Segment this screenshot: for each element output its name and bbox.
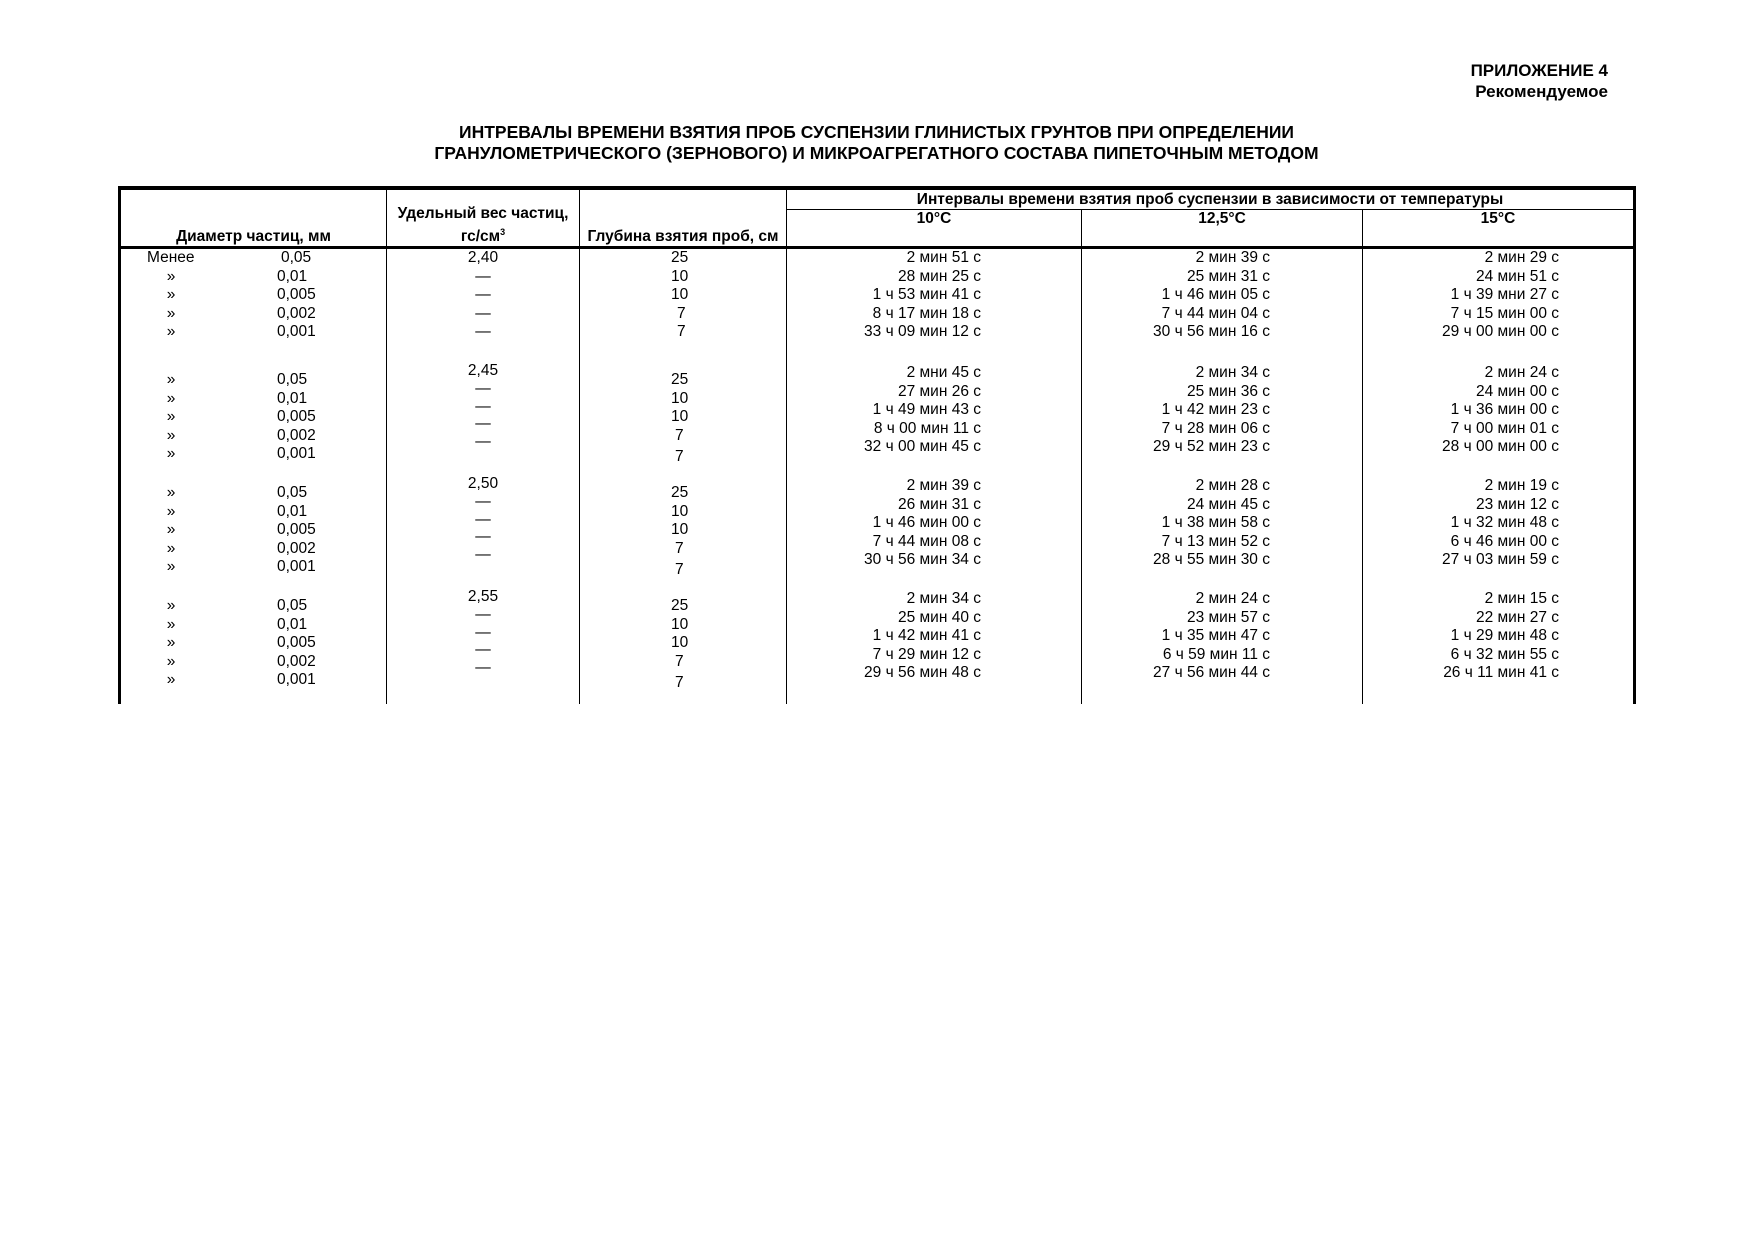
interval-value: 30 ч 56 мин 34 с	[864, 551, 981, 569]
specific-weight-value: 2,50	[467, 475, 499, 492]
depth-value: 25	[671, 484, 689, 501]
ditto-mark: »	[166, 323, 176, 341]
interval-value: 7 ч 13 мин 52 с	[1161, 532, 1270, 550]
title-line-2: ГРАНУЛОМЕТРИЧЕСКОГО (ЗЕРНОВОГО) И МИКРОАГРЕГАТНОГО СОСТАВА ПИПЕТОЧНЫМ МЕТОДОМ	[434, 143, 1319, 163]
depth-value: 10	[671, 389, 689, 407]
dash-mark: —	[475, 658, 491, 676]
interval-value: 1 ч 39 мни 27 с	[1450, 286, 1559, 304]
interval-value: 26 ч 11 мин 41 с	[1443, 664, 1559, 682]
depth-value: 7	[675, 539, 684, 557]
interval-10c-cell	[787, 588, 1082, 704]
diameter-value: 0,002	[277, 304, 316, 322]
ditto-mark: »	[166, 389, 176, 407]
diameter-value: 0,05	[277, 597, 308, 614]
table-body	[120, 248, 1635, 705]
interval-value: 1 ч 53 мин 41 с	[872, 286, 981, 304]
interval-12-5c-cell	[1082, 362, 1363, 475]
table-header	[120, 188, 1635, 248]
interval-value: 24 мин 00 с	[1475, 382, 1559, 400]
depth-value: 25	[671, 371, 689, 388]
interval-10c-cell	[787, 248, 1082, 363]
diameter-value: 0,001	[277, 671, 316, 689]
diameter-cell	[120, 248, 387, 363]
interval-value: 26 мин 31 с	[897, 495, 981, 513]
specific-weight-cell	[387, 475, 580, 588]
diameter-value: 0,01	[277, 615, 308, 633]
interval-value: 28 мин 25 с	[897, 267, 981, 285]
ditto-mark: »	[166, 502, 176, 520]
header-intervals: Интервалы времени взятия проб суспензии в зависимости от температуры	[787, 188, 1635, 210]
ditto-mark: »	[166, 484, 176, 501]
diameter-value: 0,01	[277, 267, 308, 285]
interval-value: 1 ч 42 мин 23 с	[1161, 401, 1270, 419]
interval-value: 32 ч 00 мин 45 с	[864, 438, 981, 456]
specific-weight-cell	[387, 588, 580, 704]
table-row	[120, 248, 1635, 363]
header-depth: Глубина взятия проб, см	[580, 188, 787, 248]
interval-value: 25 мин 40 с	[897, 608, 981, 626]
ditto-mark: »	[166, 286, 176, 304]
specific-weight-value: 2,55	[467, 588, 499, 605]
diameter-value: 0,005	[277, 634, 316, 652]
depth-value: 10	[671, 502, 689, 520]
interval-12-5c-cell	[1082, 248, 1363, 363]
interval-value: 2 мин 19 с	[1484, 477, 1559, 494]
depth-value: 7	[675, 426, 684, 444]
interval-10c-cell	[787, 475, 1082, 588]
interval-value: 1 ч 42 мин 41 с	[872, 627, 981, 645]
interval-15c-cell	[1363, 475, 1635, 588]
interval-12-5c-cell	[1082, 588, 1363, 704]
interval-value: 1 ч 38 мин 58 с	[1161, 514, 1270, 532]
table-row	[120, 475, 1635, 588]
header-specific-weight: Удельный вес частиц, $гс/см^3$	[387, 188, 580, 248]
interval-value: 25 мин 31 с	[1186, 267, 1270, 285]
specific-weight-value: 2,45	[467, 362, 499, 379]
ditto-mark: »	[166, 371, 176, 388]
interval-value: 27 мин 26 с	[897, 382, 981, 400]
interval-value: 1 ч 29 мин 48 с	[1450, 627, 1559, 645]
sampling-intervals-table	[118, 186, 1636, 704]
interval-value: 2 мин 51 с	[906, 249, 981, 266]
diameter-value: 0,001	[277, 445, 316, 463]
ditto-mark: »	[166, 615, 176, 633]
interval-value: 2 мин 39 с	[906, 477, 981, 494]
interval-value: 7 ч 15 мин 00 с	[1450, 304, 1559, 322]
depth-value: 7	[677, 323, 686, 341]
appendix-number: ПРИЛОЖЕНИЕ 4	[1470, 61, 1608, 80]
interval-value: 7 ч 28 мин 06 с	[1161, 419, 1270, 437]
depth-value: 10	[671, 267, 689, 285]
diameter-value: 0,002	[277, 652, 316, 670]
diameter-value: 0,01	[277, 502, 308, 520]
specific-weight-cell	[387, 248, 580, 363]
interval-value: 1 ч 46 мин 00 с	[872, 514, 981, 532]
ditto-mark: »	[166, 267, 176, 285]
depth-value: 10	[671, 615, 689, 633]
ditto-mark: »	[166, 408, 176, 426]
dash-mark: —	[475, 641, 491, 658]
interval-value: 28 ч 55 мин 30 с	[1153, 551, 1270, 569]
interval-value: 29 ч 56 мин 48 с	[864, 664, 981, 682]
diameter-value: 0,005	[277, 408, 316, 426]
interval-value: 2 мин 24 с	[1195, 590, 1270, 607]
interval-value: 1 ч 32 мин 48 с	[1450, 514, 1559, 532]
diameter-value: 0,002	[277, 426, 316, 444]
interval-value: 1 ч 46 мин 05 с	[1161, 286, 1270, 304]
dash-mark: —	[475, 606, 491, 623]
depth-value: 10	[671, 286, 689, 304]
header-diameter: Диаметр частиц, мм	[120, 188, 387, 248]
dash-mark: —	[475, 623, 491, 641]
diameter-value: 0,01	[277, 389, 308, 407]
interval-15c-cell	[1363, 248, 1635, 363]
depth-value: 7	[675, 674, 684, 692]
interval-value: 2 мни 45 с	[906, 364, 981, 381]
interval-value: 2 мин 15 с	[1484, 590, 1559, 607]
specific-weight-value: 2,40	[467, 249, 499, 266]
interval-value: 2 мин 24 с	[1484, 364, 1559, 381]
interval-value: 2 мин 34 с	[1195, 364, 1270, 381]
ditto-mark: »	[166, 597, 176, 614]
depth-cell	[580, 588, 787, 704]
dash-mark: —	[475, 415, 491, 432]
interval-value: 29 ч 52 мин 23 с	[1153, 438, 1270, 456]
interval-value: 25 мин 36 с	[1186, 382, 1270, 400]
diameter-value: 0,05	[277, 484, 308, 501]
depth-value: 7	[677, 304, 686, 322]
depth-value: 7	[675, 448, 684, 466]
interval-value: 1 ч 36 мин 00 с	[1450, 401, 1559, 419]
ditto-mark: »	[166, 304, 176, 322]
interval-value: 2 мин 28 с	[1195, 477, 1270, 494]
depth-value: 7	[675, 561, 684, 579]
depth-value: 10	[671, 634, 689, 652]
interval-value: 23 мин 57 с	[1186, 608, 1270, 626]
diameter-cell	[120, 475, 387, 588]
depth-value: 7	[675, 652, 684, 670]
depth-value: 25	[671, 249, 689, 266]
ditto-mark: »	[166, 652, 176, 670]
interval-value: 1 ч 35 мин 47 с	[1161, 627, 1270, 645]
interval-value: 6 ч 59 мин 11 с	[1162, 645, 1270, 663]
dash-mark: —	[475, 528, 491, 545]
interval-value: 22 мин 27 с	[1475, 608, 1559, 626]
dash-mark: —	[475, 286, 491, 304]
dash-mark: —	[475, 432, 491, 450]
interval-value: 6 ч 32 мин 55 с	[1450, 645, 1559, 663]
dash-mark: —	[475, 545, 491, 563]
interval-value: 23 мин 12 с	[1475, 495, 1559, 513]
appendix-label	[1471, 60, 1608, 102]
specific-weight-cell	[387, 362, 580, 475]
dash-mark: —	[475, 493, 491, 510]
dash-mark: —	[475, 323, 491, 341]
ditto-mark: »	[166, 539, 176, 557]
interval-15c-cell	[1363, 588, 1635, 704]
interval-15c-cell	[1363, 362, 1635, 475]
appendix-status: Рекомендуемое	[1475, 82, 1608, 101]
dash-mark: —	[475, 510, 491, 528]
diameter-value: 0,05	[281, 249, 312, 266]
dash-mark: —	[475, 397, 491, 415]
diameter-value: 0,001	[277, 323, 316, 341]
depth-value: 10	[671, 521, 689, 539]
interval-value: 24 мин 45 с	[1186, 495, 1270, 513]
depth-cell	[580, 248, 787, 363]
interval-value: 33 ч 09 мин 12 с	[864, 323, 981, 341]
interval-value: 1 ч 49 мин 43 с	[872, 401, 981, 419]
interval-value: 2 мин 39 с	[1195, 249, 1270, 266]
diameter-value: 0,005	[277, 521, 316, 539]
interval-value: 7 ч 44 мин 04 с	[1161, 304, 1270, 322]
interval-10c-cell	[787, 362, 1082, 475]
header-temp-15: 15°С	[1363, 210, 1635, 248]
diameter-value: 0,001	[277, 558, 316, 576]
ditto-mark: »	[166, 671, 176, 689]
ditto-mark: »	[166, 634, 176, 652]
depth-value: 25	[671, 597, 689, 614]
interval-value: 28 ч 00 мин 00 с	[1442, 438, 1559, 456]
ditto-mark: »	[166, 521, 176, 539]
depth-value: 10	[671, 408, 689, 426]
dash-mark: —	[475, 267, 491, 285]
diameter-value: 0,05	[277, 371, 308, 388]
depth-cell	[580, 362, 787, 475]
interval-12-5c-cell	[1082, 475, 1363, 588]
diameter-cell	[120, 362, 387, 475]
interval-value: 24 мин 51 с	[1475, 267, 1559, 285]
ditto-mark: »	[166, 558, 176, 576]
interval-value: 8 ч 17 мин 18 с	[872, 304, 981, 322]
interval-value: 7 ч 29 мин 12 с	[872, 645, 981, 663]
title-line-1: ИНТРЕВАЛЫ ВРЕМЕНИ ВЗЯТИЯ ПРОБ СУСПЕНЗИИ ГЛИНИСТЫХ ГРУНТОВ ПРИ ОПРЕДЕЛЕНИИ	[458, 122, 1295, 142]
document-title	[0, 122, 1753, 164]
diameter-cell	[120, 588, 387, 704]
header-temp-12-5: 12,5°С	[1082, 210, 1363, 248]
table-row	[120, 362, 1635, 475]
less-than-label: Менее	[147, 249, 195, 266]
diameter-value: 0,005	[277, 286, 316, 304]
diameter-value: 0,002	[277, 539, 316, 557]
ditto-mark: »	[166, 445, 176, 463]
interval-value: 6 ч 46 мин 00 с	[1450, 532, 1559, 550]
interval-value: 27 ч 03 мин 59 с	[1442, 551, 1559, 569]
ditto-mark: »	[166, 426, 176, 444]
interval-value: 7 ч 00 мин 01 с	[1450, 419, 1559, 437]
header-temp-10: 10°С	[787, 210, 1082, 248]
interval-value: 7 ч 44 мин 08 с	[872, 532, 981, 550]
depth-cell	[580, 475, 787, 588]
dash-mark: —	[475, 304, 491, 322]
dash-mark: —	[475, 380, 491, 397]
table-row	[120, 588, 1635, 704]
interval-value: 29 ч 00 мин 00 с	[1442, 323, 1559, 341]
interval-value: 30 ч 56 мин 16 с	[1153, 323, 1270, 341]
interval-value: 2 мин 34 с	[906, 590, 981, 607]
interval-value: 8 ч 00 мин 11 с	[873, 419, 981, 437]
interval-value: 2 мин 29 с	[1484, 249, 1559, 266]
interval-value: 27 ч 56 мин 44 с	[1153, 664, 1270, 682]
